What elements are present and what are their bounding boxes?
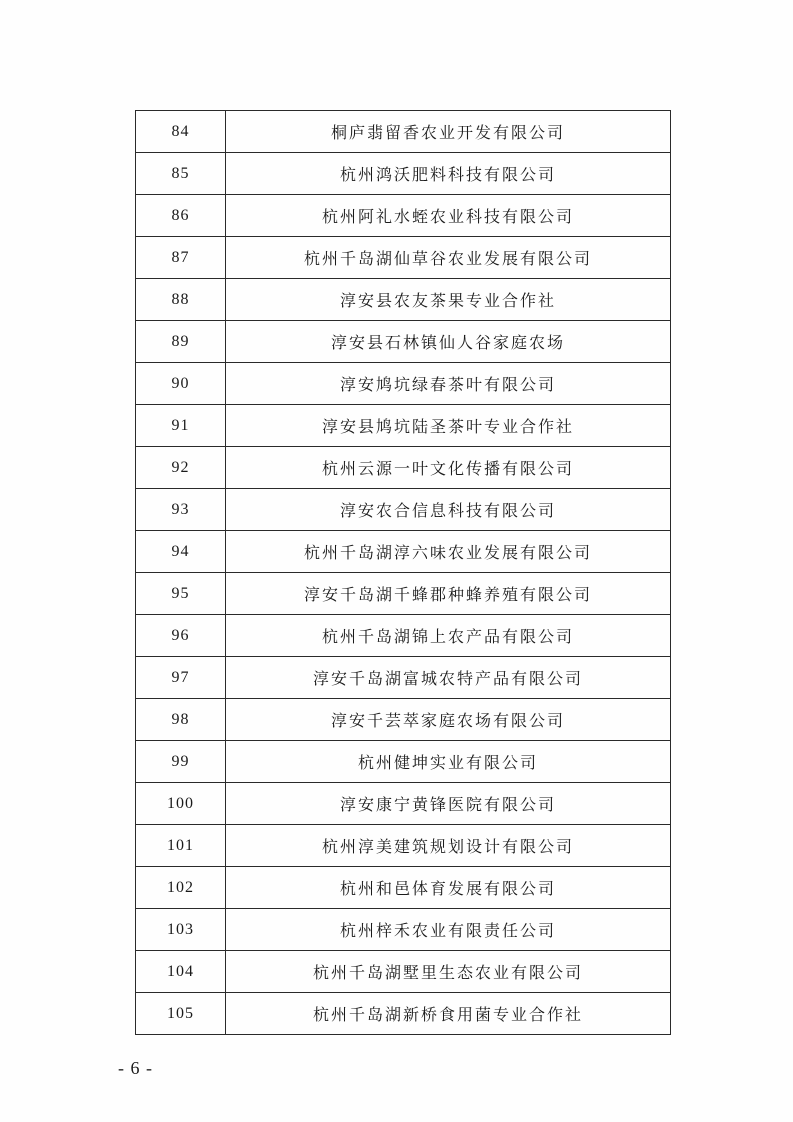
company-name: 淳安千芸萃家庭农场有限公司 — [226, 699, 671, 741]
row-number: 93 — [136, 489, 226, 531]
row-number: 99 — [136, 741, 226, 783]
company-name: 杭州梓禾农业有限责任公司 — [226, 909, 671, 951]
company-name: 淳安千岛湖富城农特产品有限公司 — [226, 657, 671, 699]
company-name: 杭州千岛湖淳六味农业发展有限公司 — [226, 531, 671, 573]
company-name: 杭州阿礼水蛭农业科技有限公司 — [226, 195, 671, 237]
company-name: 淳安县石林镇仙人谷家庭农场 — [226, 321, 671, 363]
company-name: 杭州健坤实业有限公司 — [226, 741, 671, 783]
row-number: 97 — [136, 657, 226, 699]
row-number: 89 — [136, 321, 226, 363]
row-number: 85 — [136, 153, 226, 195]
company-name: 杭州淳美建筑规划设计有限公司 — [226, 825, 671, 867]
company-name: 杭州千岛湖仙草谷农业发展有限公司 — [226, 237, 671, 279]
table-row — [136, 783, 671, 825]
row-number: 87 — [136, 237, 226, 279]
company-list-body — [136, 111, 671, 1035]
row-number: 92 — [136, 447, 226, 489]
row-number: 103 — [136, 909, 226, 951]
table-row — [136, 195, 671, 237]
row-number: 91 — [136, 405, 226, 447]
page-number: - 6 - — [118, 1058, 153, 1078]
company-name: 淳安康宁黄锋医院有限公司 — [226, 783, 671, 825]
table-row — [136, 489, 671, 531]
table-row — [136, 111, 671, 153]
table-row — [136, 405, 671, 447]
row-number: 101 — [136, 825, 226, 867]
table-row — [136, 153, 671, 195]
company-name: 淳安鸠坑绿春茶叶有限公司 — [226, 363, 671, 405]
table-row — [136, 699, 671, 741]
company-name: 淳安县农友茶果专业合作社 — [226, 279, 671, 321]
row-number: 95 — [136, 573, 226, 615]
row-number: 88 — [136, 279, 226, 321]
company-name: 杭州云源一叶文化传播有限公司 — [226, 447, 671, 489]
row-number: 105 — [136, 993, 226, 1035]
table-row — [136, 447, 671, 489]
company-name: 桐庐翡留香农业开发有限公司 — [226, 111, 671, 153]
table-row — [136, 363, 671, 405]
company-name: 杭州鸿沃肥料科技有限公司 — [226, 153, 671, 195]
table-row — [136, 615, 671, 657]
table-row — [136, 825, 671, 867]
company-name: 杭州千岛湖墅里生态农业有限公司 — [226, 951, 671, 993]
row-number: 86 — [136, 195, 226, 237]
company-name: 杭州千岛湖锦上农产品有限公司 — [226, 615, 671, 657]
row-number: 94 — [136, 531, 226, 573]
table-row — [136, 657, 671, 699]
table-row — [136, 993, 671, 1035]
table-row — [136, 951, 671, 993]
company-list-table — [135, 110, 671, 1035]
row-number: 84 — [136, 111, 226, 153]
company-name: 淳安县鸠坑陆圣茶叶专业合作社 — [226, 405, 671, 447]
row-number: 96 — [136, 615, 226, 657]
table-row — [136, 867, 671, 909]
table-row — [136, 237, 671, 279]
table-row — [136, 279, 671, 321]
table-row — [136, 573, 671, 615]
row-number: 102 — [136, 867, 226, 909]
table-row — [136, 909, 671, 951]
row-number: 100 — [136, 783, 226, 825]
table-row — [136, 741, 671, 783]
table-row — [136, 531, 671, 573]
company-name: 杭州千岛湖新桥食用菌专业合作社 — [226, 993, 671, 1035]
company-name: 淳安农合信息科技有限公司 — [226, 489, 671, 531]
row-number: 104 — [136, 951, 226, 993]
company-name: 淳安千岛湖千蜂郡种蜂养殖有限公司 — [226, 573, 671, 615]
company-name: 杭州和邑体育发展有限公司 — [226, 867, 671, 909]
table-row — [136, 321, 671, 363]
row-number: 90 — [136, 363, 226, 405]
row-number: 98 — [136, 699, 226, 741]
